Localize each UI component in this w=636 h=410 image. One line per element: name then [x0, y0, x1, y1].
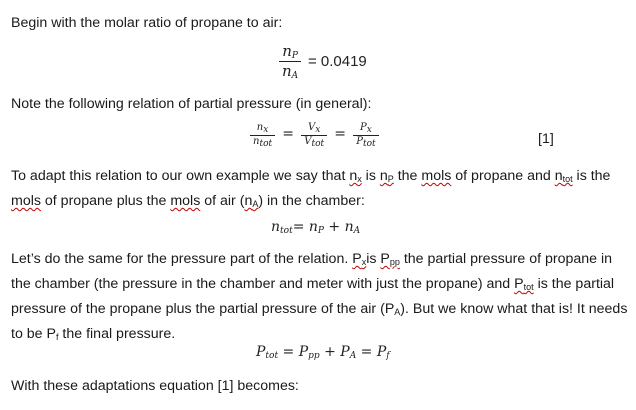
equation-number-label: [1] — [538, 131, 554, 147]
fraction-denominator-subscript: tot — [311, 139, 325, 149]
equation-ptot — [256, 344, 390, 361]
equation-ntot — [271, 219, 360, 236]
closing-paragraph: With these adaptations equation [1] becomes: — [11, 378, 299, 394]
text-run: of air ( — [200, 193, 245, 209]
ptot-symbol — [514, 276, 533, 292]
fraction-denominator-subscript: tot — [259, 139, 273, 149]
equation-subscript: tot — [280, 226, 293, 236]
px-symbol — [352, 251, 366, 267]
np-symbol — [380, 168, 394, 184]
partial-pressure-paragraph: Note the following relation of partial pressure (in general): — [11, 96, 372, 112]
fraction-np-over-na — [279, 42, 301, 81]
fraction-numerator-subscript: x — [366, 125, 372, 135]
symbol-subscript: P — [387, 174, 394, 184]
symbol-subscript: x — [357, 174, 362, 184]
fraction-denominator: P — [356, 136, 363, 147]
equation-term: = P — [278, 344, 309, 360]
pf-subscript: f — [55, 332, 59, 342]
adaptation-paragraph — [11, 165, 629, 215]
equation-subscript: tot — [265, 351, 279, 361]
text-run: of propane and — [451, 168, 555, 184]
symbol-base: P — [352, 251, 362, 267]
symbol-subscript: A — [252, 199, 259, 209]
text-run: is — [361, 168, 380, 184]
text-run: is the partial pressure of the propane plus the partial pressure of the air (P — [11, 276, 615, 317]
symbol-base: n — [349, 168, 358, 184]
equation-molar-ratio — [279, 42, 367, 81]
fraction-denominator: n — [282, 62, 292, 80]
fraction-numerator: n — [256, 122, 264, 133]
equals-sign: = — [282, 126, 295, 142]
equation-subscript: A — [353, 226, 361, 236]
symbol-base: n — [379, 168, 388, 184]
fraction-numerator-subscript: x — [263, 125, 269, 135]
ratio-value: = 0.0419 — [307, 52, 367, 70]
fraction-numerator-subscript: P — [291, 51, 298, 61]
text-run: Let’s do the same for the pressure part of the relation. — [11, 251, 353, 267]
symbol-base: n — [244, 193, 253, 209]
equation-subscript: pp — [308, 351, 320, 361]
symbol-base: n — [554, 168, 563, 184]
pa-subscript: A — [394, 307, 401, 317]
equation-subscript: f — [386, 351, 390, 361]
text-run: is the — [572, 168, 611, 184]
equation-term: + n — [323, 219, 354, 235]
text-run: ) in the chamber: — [258, 193, 365, 209]
equation-term: P — [256, 344, 266, 360]
symbol-subscript: tot — [523, 282, 534, 292]
fraction-numerator: n — [282, 42, 292, 60]
equals-sign: = — [334, 126, 347, 142]
text-run: of propane plus the — [40, 193, 171, 209]
symbol-base: P — [514, 276, 524, 292]
mols-word: mols — [170, 193, 201, 209]
symbol-subscript: x — [361, 257, 367, 267]
equation-term: + P — [319, 344, 350, 360]
equation-partial-pressure-relation — [250, 122, 379, 149]
pressure-paragraph — [11, 248, 629, 348]
equation-term: n — [271, 219, 281, 235]
text-run: is — [366, 251, 381, 267]
fraction-numerator-subscript: x — [315, 125, 321, 135]
mols-word: mols — [421, 168, 452, 184]
intro-paragraph: Begin with the molar ratio of propane to air: — [11, 15, 283, 31]
fraction-vx-over-vtot — [301, 122, 327, 149]
symbol-subscript: tot — [562, 174, 573, 184]
mols-word: mols — [11, 193, 41, 209]
fraction-numerator: V — [308, 122, 316, 133]
text-run: the final pressure. — [58, 326, 176, 342]
symbol-base: P — [380, 251, 390, 267]
equation-subscript: A — [349, 351, 357, 361]
na-symbol — [244, 193, 258, 209]
text-run: the partial pressure of propane in the chamber (the pressure in the chamber and meter with just the propane) and — [11, 251, 613, 292]
ntot-symbol — [555, 168, 573, 184]
fraction-denominator-subscript: tot — [362, 139, 376, 149]
equation-term: = P — [356, 344, 387, 360]
equation-subscript: P — [317, 226, 324, 236]
nx-symbol — [349, 168, 361, 184]
fraction-denominator-subscript: A — [291, 71, 299, 81]
text-run: To adapt this relation to our own example we say that — [11, 168, 350, 184]
ppp-symbol — [380, 251, 399, 267]
fraction-numerator: P — [360, 122, 367, 133]
fraction-px-over-ptot — [353, 122, 378, 149]
text-run: the — [393, 168, 422, 184]
text-run: ). But we know what that is! It needs to be P — [11, 301, 628, 342]
fraction-denominator: n — [253, 136, 260, 147]
fraction-denominator: V — [304, 136, 312, 147]
equation-term: = n — [292, 219, 318, 235]
symbol-subscript: pp — [389, 257, 400, 267]
fraction-nx-over-ntot — [250, 122, 275, 149]
